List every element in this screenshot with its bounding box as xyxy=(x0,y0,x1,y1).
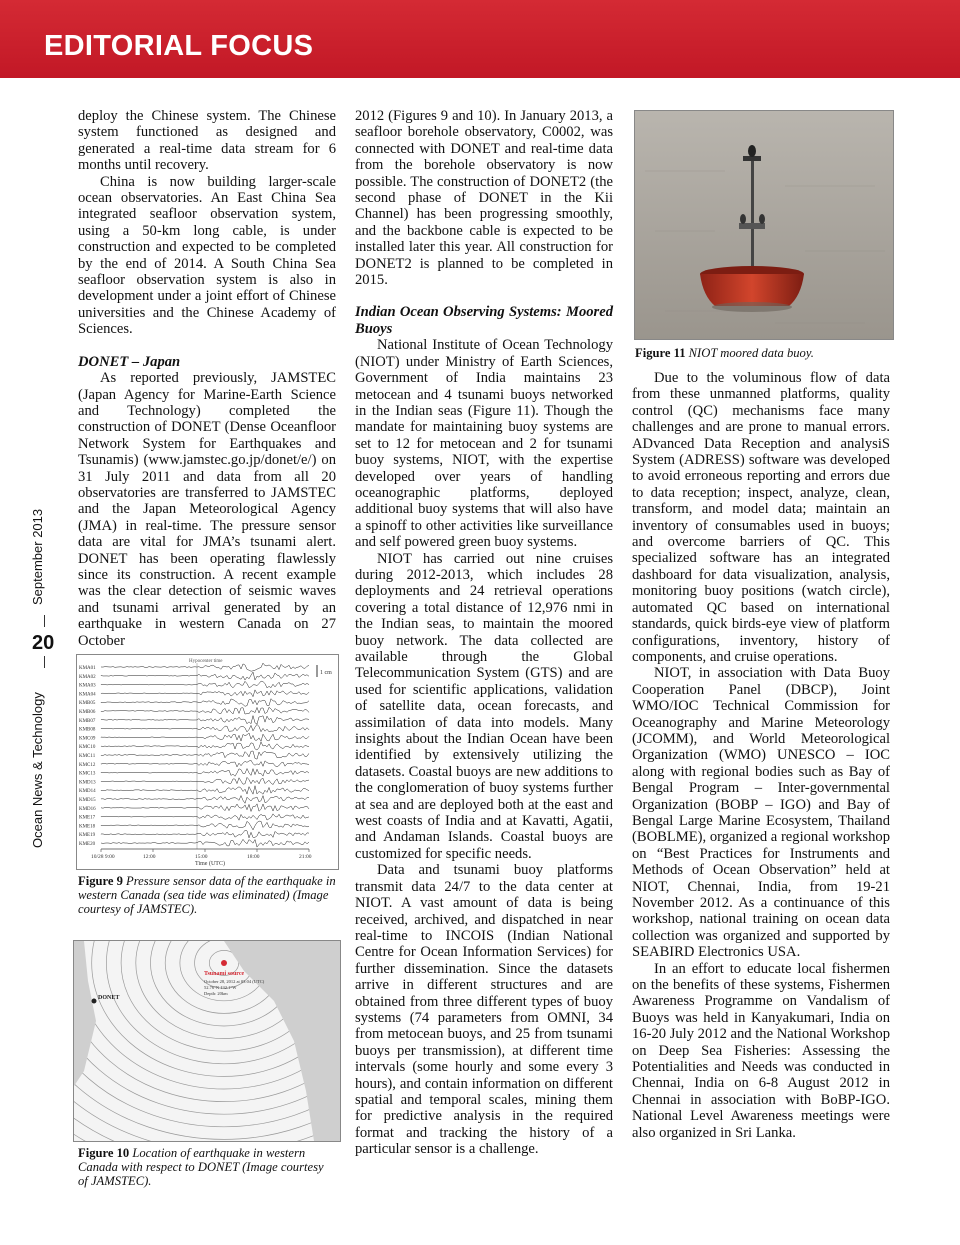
figure-9-caption xyxy=(78,874,336,916)
station-label: KME18 xyxy=(79,824,96,830)
station-label: KMA02 xyxy=(79,674,96,680)
station-trace xyxy=(101,742,309,750)
figure-9-pressure-plot xyxy=(76,654,339,870)
figure-10-caption xyxy=(78,1146,336,1188)
station-trace xyxy=(101,777,309,784)
station-label: KMD13 xyxy=(79,780,96,786)
caption-label: Figure 11 xyxy=(635,346,686,360)
paragraph: NIOT, in association with Data Buoy Cooperation Panel (DBCP), Joint WMO/IOC Technical Commission for Oceanography and Marine Meteorology (JCOMM), and World Meteorological Organization (WMO) UNESCO – IOC along with regional bodies such as Bay of Bengal Program – Inter-governmental Organization (BOBP – IGO) and Bay of Bengal Large Marine Ecosystem, Thailand (BOBLME), organized a regional workshop on “Best Practices for Instruments and Methods of Ocean Observation” held at NIOT, Chennai, India, from 19-21 November 2012. As a continuance of this workshop, national training on ocean data collection was organized and supported by SEABIRD Electronics USA. xyxy=(632,665,890,961)
paragraph: Data and tsunami buoy platforms transmit data 24/7 to the data center at NIOT. A vast amount of data is being received, archived, and dispatched in near real-time to INCOIS (Indian National Centre for Ocean Information Services) for further dissemination. Since the datasets arrive in different structures and are obtained from three different types of buoy systems (74 parameters from OMNI, 34 from metocean buoys, and 25 from tsunami buoys per transmission), at different time intervals (some hourly and some every 3 hours), and contain information on different spatial and temporal scales, mining them for predictive analysis in the required format and tracking the history of a particular sensor is a challenge. xyxy=(355,862,613,1158)
donet-label: DONET xyxy=(98,995,120,1001)
station-label: KMC11 xyxy=(79,754,96,759)
station-trace xyxy=(101,821,309,830)
header-banner xyxy=(0,0,960,78)
paragraph: NIOT has carried out nine cruises during 2012-2013, which includes 28 deployments and 24 retrieval operations covering a total distance of 12,976 nmi in the Indian seas, to maintain the moored buoy network. The data collected are available through the Global Telecommunication System (GTS) and are used for scientific applications, validation of satellite data, ocean forecasts, and assimilation of data into models. Many insights about the Indian Ocean have been identified by extensively utilizing the datasets. Coastal buoys are new additions to the conglomeration of buoy systems further at sea and are deployed both at the east and west coasts of India and at Kavatti, Agatii, and Andaman Islands. Coastal buoys are customized for specific needs. xyxy=(355,550,613,862)
section-title: EDITORIAL FOCUS xyxy=(44,30,314,62)
station-trace xyxy=(101,786,309,794)
paragraph: Due to the voluminous flow of data from these unmanned platforms, quality control (QC) mechanisms face many challenges and are prone to manual errors. ADvanced Data Reception and analysiS System (ADRESS) software was developed to avoid erroneous reporting and errors due to data reception; inspect, analyze, clean, transform, and model data; maintain an inventory of consumables used in buoys; and overcome barriers of QC. This specialized software has an integrated dashboard for data visualization, analysis, monitoring buoy positions (watch circle), automated QC based on international standards, quick birds-eye view of platform configurations, inventory, history of components, and cruise operations. xyxy=(632,370,890,665)
figure-11-caption xyxy=(635,346,890,360)
station-trace xyxy=(101,707,309,714)
bird xyxy=(740,214,746,224)
station-label: KMC09 xyxy=(79,736,96,742)
donet-marker xyxy=(92,999,97,1004)
section-heading: DONET – Japan xyxy=(78,353,181,370)
station-trace xyxy=(101,681,309,688)
x-tick-label: 15:00 xyxy=(195,854,208,860)
station-trace xyxy=(101,769,309,777)
paragraph: deploy the Chinese system. The Chinese system functioned as designed and generated a real-time data stream for 6 months until recovery. xyxy=(78,108,336,174)
station-trace xyxy=(101,716,309,724)
station-trace xyxy=(101,796,309,804)
paragraph: As reported previously, JAMSTEC (Japan Agency for Marine-Earth Science and Technology) completed the construction of DONET (Dense Oceanfloor Network System for Earthquakes and Tsunamis) (www.jamstec.go.jp/donet/e/) on 31 July 2011 and data from all 20 observatories are transferred to JAMSTEC and the Japan Meteorological Agency (JMA) in real-time. The pressure sensor data are vital for JMA’s tsunami alert. DONET has been operating flawlessly since its construction. A recent example was the clear detection of seismic waves and tsunami arrival generated by an earthquake in western Canada on 27 October xyxy=(78,370,336,649)
section-heading: Indian Ocean Observing Systems: Moored Buoys xyxy=(355,304,613,337)
trace-group xyxy=(79,663,309,847)
source-info-line: Depth: 20km xyxy=(204,991,228,996)
station-label: KME17 xyxy=(79,815,96,821)
station-label: KME19 xyxy=(79,833,96,839)
bird xyxy=(759,214,765,224)
station-trace xyxy=(101,690,309,697)
station-label: KMA01 xyxy=(79,666,96,671)
column-3 xyxy=(632,370,890,1141)
earthquake-location-map xyxy=(74,941,340,1141)
station-label: KMD16 xyxy=(79,806,96,812)
tsunami-source-marker xyxy=(221,960,227,966)
station-label: KMA04 xyxy=(79,692,96,698)
station-label: KMB05 xyxy=(79,701,96,707)
caption-text: NIOT moored data buoy. xyxy=(688,346,814,360)
x-tick-label: 12:00 xyxy=(143,854,156,860)
caption-text: Location of earthquake in western Canada with respect to DONET (Image courtesy of JAMSTEC). xyxy=(78,1146,324,1188)
station-label: KME20 xyxy=(79,842,96,847)
paragraph: 2012 (Figures 9 and 10). In January 2013, a seafloor borehole observatory, C0002, was connected with DONET and real-time data from the borehole observatory is now possible. The construction of DONET2 (the second phase of DONET in the Kii Channel) has been progressing smoothly, and the backbone cable is expected to be installed later this year. All construction for DONET2 is planned to be completed in 2015. xyxy=(355,108,613,289)
station-trace xyxy=(101,724,309,732)
buoy-hull xyxy=(700,274,804,306)
buoy-mast xyxy=(751,159,754,269)
x-axis-label: Time (UTC) xyxy=(195,861,225,867)
source-info-line: 52.76°N 132.1°W xyxy=(204,985,237,990)
station-label: KMB08 xyxy=(79,727,96,733)
pressure-sensor-chart xyxy=(77,655,338,869)
hypocenter-label: Hypocenter time xyxy=(189,659,223,664)
station-label: KMC12 xyxy=(79,762,96,768)
station-trace xyxy=(101,751,309,759)
station-trace xyxy=(101,760,309,767)
station-trace xyxy=(101,699,309,707)
station-trace xyxy=(101,814,309,820)
caption-label: Figure 10 xyxy=(78,1146,130,1160)
paragraph: National Institute of Ocean Technology (NIOT) under Ministry of Earth Sciences, Government of India maintains 23 metocean and 4 tsunami buoys networked in the Indian seas (Figure 11). Though the mandate for maintaining buoy systems are set to 12 for metocean and 2 for tsunami buoy systems, NIOT, with the expertise developed over years of handling oceanographic platforms, deployed additional buoy systems that will also have a spinoff to other activities like surveillance and self powered green buoy systems. xyxy=(355,337,613,551)
station-label: KMB06 xyxy=(79,710,96,715)
caption-label: Figure 9 xyxy=(78,874,123,888)
station-trace xyxy=(101,733,309,741)
sidebar-divider-bottom xyxy=(44,656,45,668)
x-tick-label: 10/28 9:00 xyxy=(91,854,115,860)
source-info-line: October 28, 2012 at 03:04 (UTC) xyxy=(204,979,265,984)
station-trace xyxy=(101,663,309,671)
station-label: KMB07 xyxy=(79,718,96,724)
station-label: KMA03 xyxy=(79,683,96,689)
buoy-photo xyxy=(635,111,893,339)
scale-label: 1 cm xyxy=(320,670,332,676)
station-trace xyxy=(101,839,309,847)
column-2 xyxy=(355,108,613,1158)
x-tick-label: 18:00 xyxy=(247,854,260,860)
publication-name: Ocean News & Technology xyxy=(30,692,45,848)
station-label: KMC10 xyxy=(79,745,96,751)
column-1 xyxy=(78,108,336,649)
issue-date: September 2013 xyxy=(30,508,45,605)
x-ticks xyxy=(91,849,312,860)
sidebar-divider-top xyxy=(44,615,45,627)
station-trace xyxy=(101,830,309,838)
bird xyxy=(748,145,756,157)
station-trace xyxy=(101,672,309,680)
x-tick-label: 21:00 xyxy=(299,854,312,860)
station-trace xyxy=(101,804,309,812)
page-number: 20 xyxy=(32,632,55,654)
paragraph: China is now building larger-scale ocean observatories. An East China Sea integrated seafloor observation system, using a 50-km long cable, is under construction and expected to be completed by the end of 2014. A South China Sea seafloor observation system is also in development under a joint effort of Chinese universities and the Chinese Academy of Sciences. xyxy=(78,173,336,338)
tsunami-source-label: Tsunami source xyxy=(204,971,245,977)
figure-10-map xyxy=(73,940,341,1142)
figure-11-photo xyxy=(634,110,894,340)
station-label: KMD15 xyxy=(79,798,96,803)
station-label: KMD14 xyxy=(79,789,96,795)
buoy-reflection xyxy=(712,302,792,312)
station-label: KMC13 xyxy=(79,771,96,777)
caption-text: Pressure sensor data of the earthquake in western Canada (sea tide was eliminated) (Image courtesy of JAMSTEC). xyxy=(78,874,336,916)
paragraph: In an effort to educate local fishermen on the benefits of these systems, Fishermen Awareness Programme on Vandalism of Buoys was held in Kanyakumari, India on 16-20 July 2012 and the National Workshop on Deep Sea Fisheries: Assessing the Potentialities and Needs was conducted in Chennai, India on 6-8 August 2012 in Chennai in association with BoBP-IGO. National Level Awareness meetings were also organized in Sri Lanka. xyxy=(632,960,890,1141)
